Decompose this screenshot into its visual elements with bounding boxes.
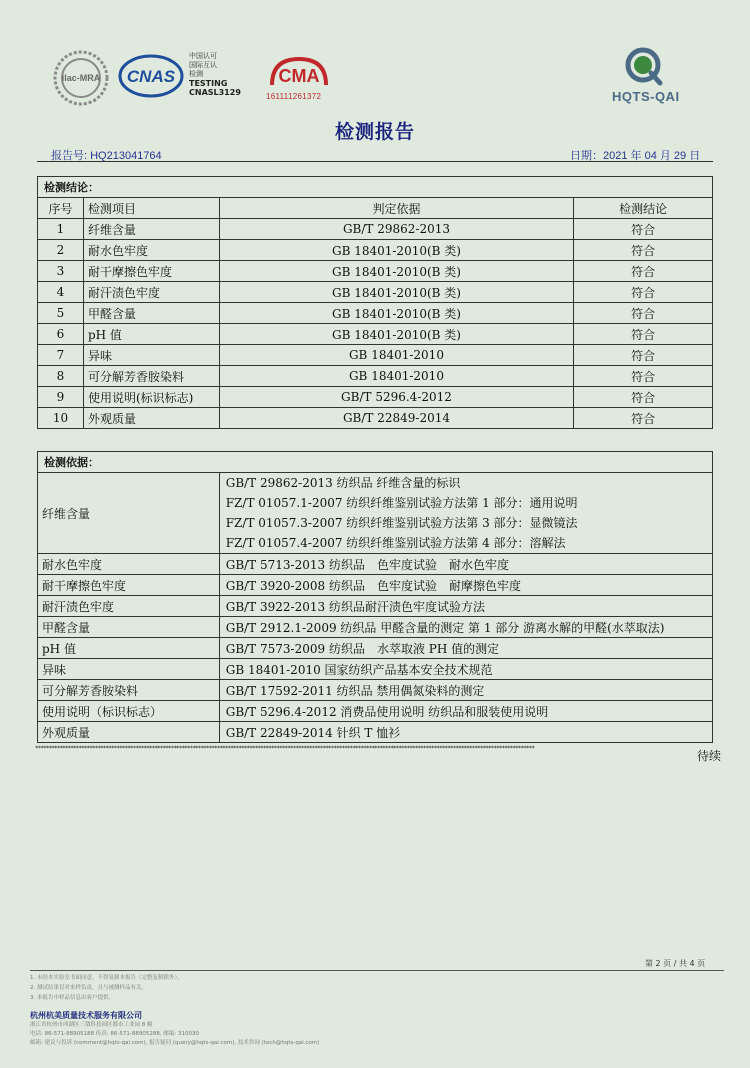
cnas-logo (118, 54, 184, 98)
basis-standards: GB/T 5713-2013 纺织品 色牢度试验 耐水色牢度 (219, 554, 712, 575)
end-of-section-stars: **************************************************************************************************************************************************************************************** (35, 745, 535, 752)
ilac-mra-text: ilac-MRA (61, 73, 101, 83)
table-row (38, 617, 713, 638)
table-row (38, 240, 713, 261)
table-row (38, 701, 713, 722)
test-item: 外观质量 (83, 408, 219, 429)
footer-notes (30, 973, 183, 1003)
table-row (38, 282, 713, 303)
table-row (38, 554, 713, 575)
judgment-basis: GB 18401-2010 (219, 345, 573, 366)
basis-item: 外观质量 (38, 722, 220, 743)
basis-line: FZ/T 01057.1-2007 纺织纤维鉴别试验方法第 1 部分：通用说明 (225, 496, 578, 510)
basis-standards: GB/T 5296.4-2012 消费品使用说明 纺织品和服装使用说明 (219, 701, 712, 722)
test-conclusion: 符合 (574, 303, 713, 324)
test-item: 甲醛含量 (83, 303, 219, 324)
table-row (38, 261, 713, 282)
table-row (38, 575, 713, 596)
basis-standards: GB/T 7573-2009 纺织品 水萃取液 PH 值的测定 (219, 638, 712, 659)
judgment-basis: GB 18401-2010(B 类) (219, 303, 573, 324)
judgment-basis: GB/T 22849-2014 (219, 408, 573, 429)
judgment-basis: GB/T 5296.4-2012 (219, 387, 573, 408)
test-item: 使用说明(标识标志) (83, 387, 219, 408)
footer-note: 1. 未经本实验室书面同意，不得复制本报告（完整复制除外）。 (30, 975, 183, 981)
row-number: 2 (38, 240, 84, 261)
report-number: 报告号: HQ213041764 (51, 150, 162, 162)
basis-line: FZ/T 01057.4-2007 纺织纤维鉴别试验方法第 4 部分：溶解法 (225, 536, 566, 550)
header-cell: 判定依据 (219, 198, 573, 219)
report-date: 日期：2021 年 04 月 29 日 (570, 150, 701, 162)
footer-phone: 电话: 86-571-88905188 传真: 86-571-88905288, 邮编: 310030 (30, 1031, 199, 1037)
cma-logo (266, 55, 332, 89)
conclusion-header-row (38, 198, 713, 219)
row-number: 5 (38, 303, 84, 324)
table-row (38, 473, 713, 554)
basis-standards: GB/T 3920-2008 纺织品 色牢度试验 耐摩擦色牢度 (219, 575, 712, 596)
table-row (38, 366, 713, 387)
basis-rows (38, 554, 713, 743)
row-number: 10 (38, 408, 84, 429)
test-conclusion: 符合 (574, 324, 713, 345)
conclusion-rows (38, 219, 713, 429)
basis-standards: GB/T 3922-2013 纺织品耐汗渍色牢度试验方法 (219, 596, 712, 617)
footer-divider (30, 970, 724, 971)
table-row (38, 219, 713, 240)
cnas-accreditation-text: 中国认可 国际互认 检测 TESTING CNASL3129 (189, 52, 241, 97)
footer-email: 邮箱: 建议与投诉 (comment@hqts-qai.com), 报告疑问 (query@hqts-qai.com), 技术咨询 (tech@hqts-qai.com) (30, 1040, 320, 1046)
page-indicator: 第 2 页 / 共 4 页 (645, 959, 706, 968)
test-conclusion: 符合 (574, 345, 713, 366)
table-row (38, 659, 713, 680)
basis-standards: GB/T 17592-2011 纺织品 禁用偶氮染料的测定 (219, 680, 712, 701)
basis-item: 甲醛含量 (38, 617, 220, 638)
table-row (38, 387, 713, 408)
test-item: pH 值 (83, 324, 219, 345)
cma-logo-text: CMA (278, 66, 320, 86)
test-conclusion: 符合 (574, 261, 713, 282)
basis-item: 耐水色牢度 (38, 554, 220, 575)
basis-item: 异味 (38, 659, 220, 680)
test-conclusion: 符合 (574, 408, 713, 429)
basis-caption: 检测依据： (38, 452, 713, 473)
test-conclusion: 符合 (574, 387, 713, 408)
basis-item: 使用说明（标识标志） (38, 701, 220, 722)
judgment-basis: GB 18401-2010(B 类) (219, 282, 573, 303)
continued-label: 待续 (697, 749, 722, 763)
basis-item: pH 值 (38, 638, 220, 659)
header-divider (37, 161, 713, 162)
test-conclusion: 符合 (574, 219, 713, 240)
judgment-basis: GB/T 29862-2013 (219, 219, 573, 240)
footer-note: 2. 测试结果仅对来样负责，且与被测样品有关。 (30, 985, 147, 991)
footer-address: 浙江省杭州市西湖区三墩科技园区都市工业园 8 幢 (30, 1022, 153, 1028)
table-row (38, 638, 713, 659)
row-number: 1 (38, 219, 84, 240)
table-row (38, 408, 713, 429)
cma-number: 161111261372 (266, 92, 322, 101)
footer-contact (30, 1021, 319, 1048)
row-number: 6 (38, 324, 84, 345)
table-row (38, 303, 713, 324)
test-conclusion: 符合 (574, 240, 713, 261)
header-cell: 检测项目 (83, 198, 219, 219)
table-row (38, 324, 713, 345)
basis-item: 耐汗渍色牢度 (38, 596, 220, 617)
test-item: 耐汗渍色牢度 (83, 282, 219, 303)
judgment-basis: GB 18401-2010 (219, 366, 573, 387)
judgment-basis: GB 18401-2010(B 类) (219, 240, 573, 261)
row-number: 8 (38, 366, 84, 387)
table-row (38, 345, 713, 366)
hqts-qai-logo (624, 46, 664, 86)
row-number: 7 (38, 345, 84, 366)
judgment-basis: GB 18401-2010(B 类) (219, 324, 573, 345)
test-item: 耐干摩擦色牢度 (83, 261, 219, 282)
judgment-basis: GB 18401-2010(B 类) (219, 261, 573, 282)
test-item: 纤维含量 (83, 219, 219, 240)
test-item: 可分解芳香胺染料 (83, 366, 219, 387)
cnas-logo-text: CNAS (126, 67, 176, 86)
conclusion-caption: 检测结论： (38, 177, 713, 198)
basis-line: FZ/T 01057.3-2007 纺织纤维鉴别试验方法第 3 部分：显微镜法 (225, 516, 578, 530)
table-row (38, 680, 713, 701)
basis-standards: GB/T 22849-2014 针织 T 恤衫 (219, 722, 712, 743)
basis-line: GB/T 29862-2013 纺织品 纤维含量的标识 (225, 476, 461, 490)
row-number: 3 (38, 261, 84, 282)
header-cell: 序号 (38, 198, 84, 219)
footer-note: 3. 本报告中样品信息由客户提供。 (30, 995, 114, 1001)
row-number: 9 (38, 387, 84, 408)
basis-standards (219, 473, 712, 554)
basis-item: 可分解芳香胺染料 (38, 680, 220, 701)
basis-item: 纤维含量 (38, 473, 220, 554)
table-row (38, 596, 713, 617)
table-row (38, 722, 713, 743)
row-number: 4 (38, 282, 84, 303)
footer-company: 杭州杭美质量技术服务有限公司 (30, 1011, 142, 1020)
basis-standards: GB/T 2912.1-2009 纺织品 甲醛含量的测定 第 1 部分 游离水解的甲醛(水萃取法) (219, 617, 712, 638)
basis-table (37, 451, 713, 743)
header-cell: 检测结论 (574, 198, 713, 219)
test-conclusion: 符合 (574, 366, 713, 387)
hqts-qai-logo-text: HQTS-QAI (612, 89, 680, 104)
basis-item: 耐干摩擦色牢度 (38, 575, 220, 596)
test-item: 耐水色牢度 (83, 240, 219, 261)
conclusion-table (37, 176, 713, 429)
test-item: 异味 (83, 345, 219, 366)
basis-standards: GB 18401-2010 国家纺织产品基本安全技术规范 (219, 659, 712, 680)
test-conclusion: 符合 (574, 282, 713, 303)
page-title: 检测报告 (334, 121, 415, 143)
ilac-mra-logo (52, 50, 110, 106)
